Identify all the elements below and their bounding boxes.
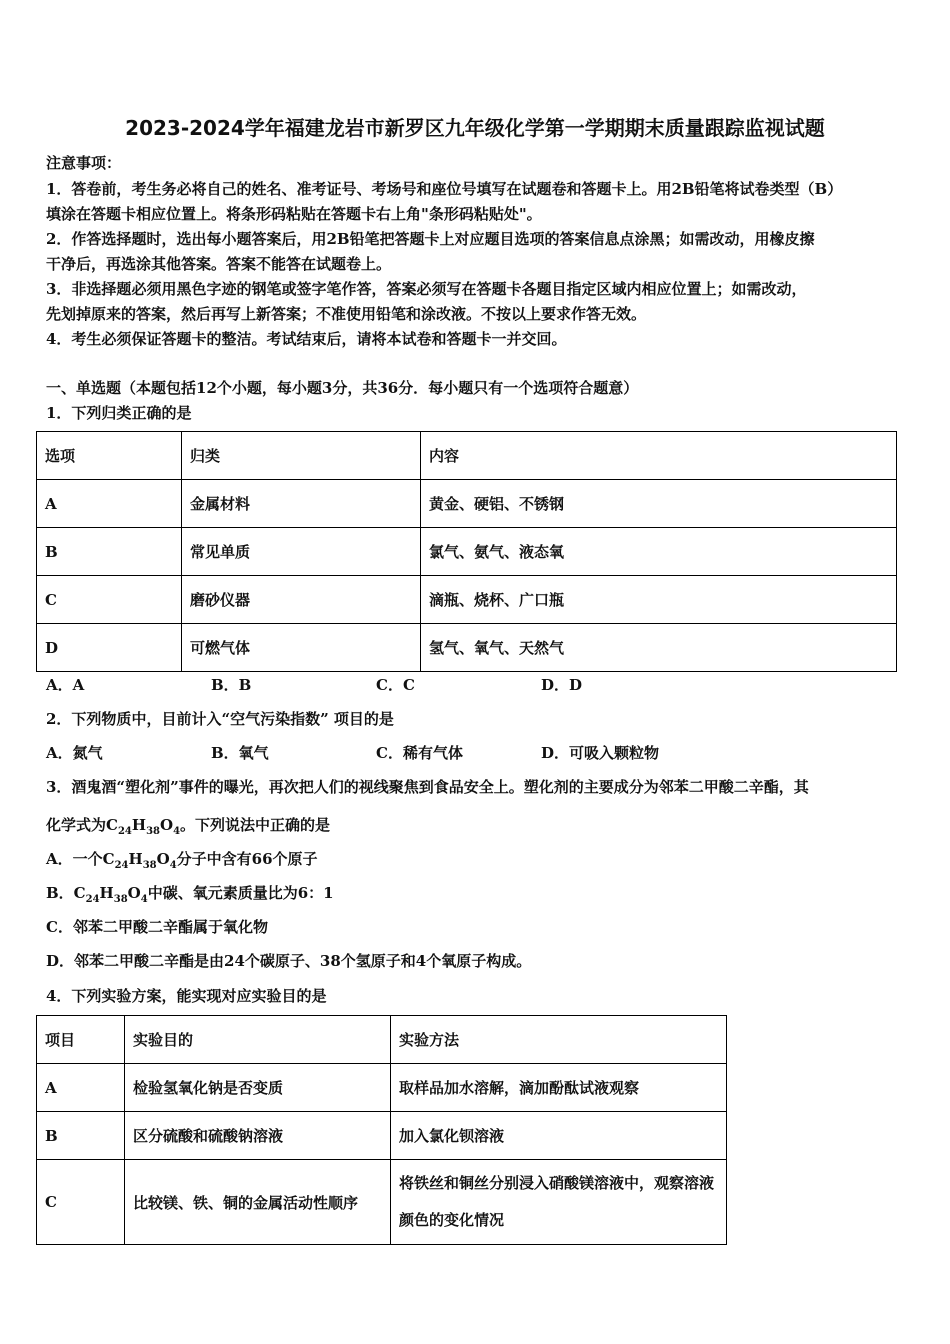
q3-stem-line-1: 3．酒鬼酒“塑化剂”事件的曝光，再次把人们的视线聚焦到食品安全上。塑化剂的主要成分为邻苯二甲酸二辛酯，其 — [46, 778, 809, 796]
subscript: 38 — [113, 894, 128, 905]
table-row — [37, 624, 897, 672]
notice-line-1: 1．答卷前，考生务必将自己的姓名、准考证号、考场号和座位号填写在试题卷和答题卡上。用2B铅笔将试卷类型（B） — [46, 180, 843, 198]
table-row — [37, 480, 897, 528]
text-fragment: 分子中含有66个原子 — [176, 850, 318, 868]
table-cell: 区分硫酸和硫酸钠溶液 — [125, 1112, 391, 1160]
q2-option-c: C．稀有气体 — [376, 744, 463, 762]
notice-line-4: 干净后，再选涂其他答案。答案不能答在试题卷上。 — [46, 255, 392, 273]
subscript: 24 — [85, 894, 100, 905]
table-cell: 加入氯化钡溶液 — [391, 1112, 727, 1160]
subscript: 4 — [140, 894, 148, 905]
table-header-cell: 实验方法 — [391, 1016, 727, 1064]
table-cell: A — [37, 480, 182, 528]
q2-option-b: B．氧气 — [211, 744, 269, 762]
q3-stem-line-2 — [46, 814, 330, 837]
table-header-cell: 选项 — [37, 432, 182, 480]
q3-option-a — [46, 848, 318, 871]
text-fragment: H — [99, 884, 114, 902]
table-header-row — [37, 432, 897, 480]
notice-line-2: 填涂在答题卡相应位置上。将条形码粘贴在答题卡右上角"条形码粘贴处"。 — [46, 205, 542, 223]
text-fragment: B．C — [46, 884, 86, 902]
table-cell: 滴瓶、烧杯、广口瓶 — [421, 576, 897, 624]
text-fragment: H — [128, 850, 143, 868]
q2-stem: 2．下列物质中，目前计入“空气污染指数” 项目的是 — [46, 710, 394, 728]
notice-heading: 注意事项： — [46, 154, 122, 172]
table-header-cell: 内容 — [421, 432, 897, 480]
table-cell: 取样品加水溶解，滴加酚酞试液观察 — [391, 1064, 727, 1112]
q2-option-a: A．氮气 — [46, 744, 103, 762]
subscript: 24 — [114, 860, 129, 871]
table-row — [37, 1064, 727, 1112]
q1-option-c: C．C — [376, 676, 415, 694]
notice-line-5: 3．非选择题必须用黑色字迹的钢笔或签字笔作答，答案必须写在答题卡各题目指定区域内相应位置上；如需改动， — [46, 280, 807, 298]
notice-line-7: 4．考生必须保证答题卡的整洁。考试结束后，请将本试卷和答题卡一并交回。 — [46, 330, 567, 348]
q4-table — [36, 1015, 727, 1245]
subscript: 4 — [173, 826, 181, 837]
q2-option-d: D．可吸入颗粒物 — [541, 744, 660, 762]
text-fragment: O — [159, 816, 174, 834]
table-row — [37, 576, 897, 624]
text-fragment: O — [127, 884, 141, 902]
table-header-row — [37, 1016, 727, 1064]
table-header-cell: 项目 — [37, 1016, 125, 1064]
text-fragment: H — [131, 816, 147, 834]
table-cell: 氢气、氧气、天然气 — [421, 624, 897, 672]
q1-option-d: D．D — [541, 676, 583, 694]
q1-stem: 1．下列归类正确的是 — [46, 404, 192, 422]
page-title: 2023-2024学年福建龙岩市新罗区九年级化学第一学期期末质量跟踪监视试题 — [125, 116, 825, 140]
text-fragment: 中碳、氧元素质量比为6：1 — [147, 884, 334, 902]
table-cell: B — [37, 528, 182, 576]
text-fragment: A．一个C — [46, 850, 115, 868]
table-header-cell: 实验目的 — [125, 1016, 391, 1064]
table-cell: C — [37, 576, 182, 624]
table-cell: 常见单质 — [182, 528, 421, 576]
table-row — [37, 1112, 727, 1160]
text-fragment: O — [156, 850, 170, 868]
table-cell: 可燃气体 — [182, 624, 421, 672]
table-cell: 磨砂仪器 — [182, 576, 421, 624]
table-cell: D — [37, 624, 182, 672]
subscript: 4 — [169, 860, 177, 871]
notice-line-3: 2．作答选择题时，选出每小题答案后，用2B铅笔把答题卡上对应题目选项的答案信息点涂黑；如需改动，用橡皮擦 — [46, 230, 815, 248]
q1-table — [36, 431, 897, 672]
table-cell: B — [37, 1112, 125, 1160]
table-cell: A — [37, 1064, 125, 1112]
table-cell: 金属材料 — [182, 480, 421, 528]
q1-option-b: B．B — [211, 676, 252, 694]
q3-option-c: C．邻苯二甲酸二辛酯属于氧化物 — [46, 918, 268, 936]
table-row — [37, 1160, 727, 1245]
text-fragment: 化学式为C — [46, 816, 118, 834]
q1-option-a: A．A — [46, 676, 85, 694]
q4-stem: 4．下列实验方案，能实现对应实验目的是 — [46, 987, 327, 1005]
text-fragment: 。下列说法中正确的是 — [180, 816, 331, 834]
q3-option-b — [46, 882, 334, 905]
notice-line-6: 先划掉原来的答案，然后再写上新答案；不准使用铅笔和涂改液。不按以上要求作答无效。 — [46, 305, 647, 323]
section-heading: 一、单选题（本题包括12个小题，每小题3分，共36分．每小题只有一个选项符合题意） — [46, 379, 639, 397]
table-cell: 检验氢氧化钠是否变质 — [125, 1064, 391, 1112]
table-row — [37, 528, 897, 576]
subscript: 38 — [142, 860, 157, 871]
q3-option-d: D．邻苯二甲酸二辛酯是由24个碳原子、38个氢原子和4个氧原子构成。 — [46, 952, 532, 970]
subscript: 38 — [146, 826, 160, 837]
table-cell: C — [37, 1160, 125, 1245]
table-header-cell: 归类 — [182, 432, 421, 480]
table-cell: 氯气、氨气、液态氧 — [421, 528, 897, 576]
table-cell: 将铁丝和铜丝分别浸入硝酸镁溶液中，观察溶液颜色的变化情况 — [391, 1160, 727, 1245]
subscript: 24 — [117, 826, 132, 837]
table-cell: 黄金、硬铝、不锈钢 — [421, 480, 897, 528]
table-cell: 比较镁、铁、铜的金属活动性顺序 — [125, 1160, 391, 1245]
